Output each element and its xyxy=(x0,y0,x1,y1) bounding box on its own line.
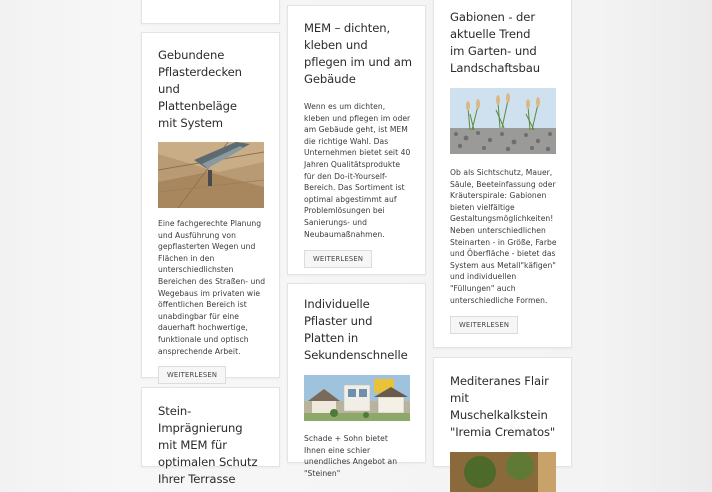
mediterranean-image[interactable] xyxy=(450,452,556,492)
card-mem xyxy=(287,5,426,275)
card-title[interactable]: Individuelle Pflaster und Platten in Sekundenschnelle xyxy=(304,297,408,362)
card-top-stub xyxy=(141,0,280,24)
houses-collage-image[interactable] xyxy=(304,375,410,421)
card-title[interactable]: Gabionen - der aktuelle Trend im Garten- und Landschaftsbau xyxy=(450,10,541,75)
card-text: Eine fachgerechte Planung und Ausführung von gepflasterten Wegen und Flächen in den unterschiedlichsten Bereichen des Straßen- und Wegebaus im privaten wie öffentlichen Bereich ist unabdingbar für eine dauerhaft hochwertige, funktionale und optisch ansprechende Arbeit. xyxy=(158,219,266,356)
card-pflasterdecken xyxy=(141,32,280,378)
read-more-button[interactable]: WEITERLESEN xyxy=(158,366,226,384)
card-gabionen xyxy=(433,0,572,348)
card-text: Schade + Sohn bietet Ihnen eine schier unendliches Angebot an "Steinen" xyxy=(304,434,398,478)
card-title[interactable]: MEM – dichten, kleben und pflegen im und am Gebäude xyxy=(304,21,412,86)
read-more-button[interactable]: WEITERLESEN xyxy=(450,316,518,334)
card-title[interactable]: Mediteranes Flair mit Muschelkalkstein "Iremia Crematos" xyxy=(450,374,556,439)
card-text: Wenn es um dichten, kleben und pflegen im oder am Gebäude geht, ist MEM die richtige Wahl. Das Unternehmen bietet seit 40 Jahren Qualitätsprodukte für den Do-it-Yourself-Bereich. Das Sortiment ist optimal abgestimmt auf Problemlösungen bei Sanierungs- und Neubaumaßnahmen. xyxy=(304,102,411,239)
read-more-button[interactable]: WEITERLESEN xyxy=(304,250,372,268)
card-text: Ob als Sichtschutz, Mauer, Säule, Beeteinfassung oder Kräuterspirale: Gabionen bieten vielfältige Gestaltungsmöglichkeiten! Neben unterschiedlichen Steinarten - in Größe, Farbe und Öberfläche - bietet das System aus Metall"käfigen" und individuellen "Füllungen" auch unterschiedliche Formen. xyxy=(450,168,557,305)
card-muschelkalkstein xyxy=(433,357,572,467)
card-title[interactable]: Gebundene Pflasterdecken und Plattenbeläge mit System xyxy=(158,48,242,130)
card-stein-impraegnierung xyxy=(141,387,280,486)
card-title[interactable]: Stein-Imprägnierung mit MEM für optimalen Schutz Ihrer Terrasse xyxy=(158,404,258,486)
paving-image[interactable] xyxy=(158,142,264,208)
gabion-grass-image[interactable] xyxy=(450,88,556,154)
card-pflaster-platten xyxy=(287,283,426,478)
